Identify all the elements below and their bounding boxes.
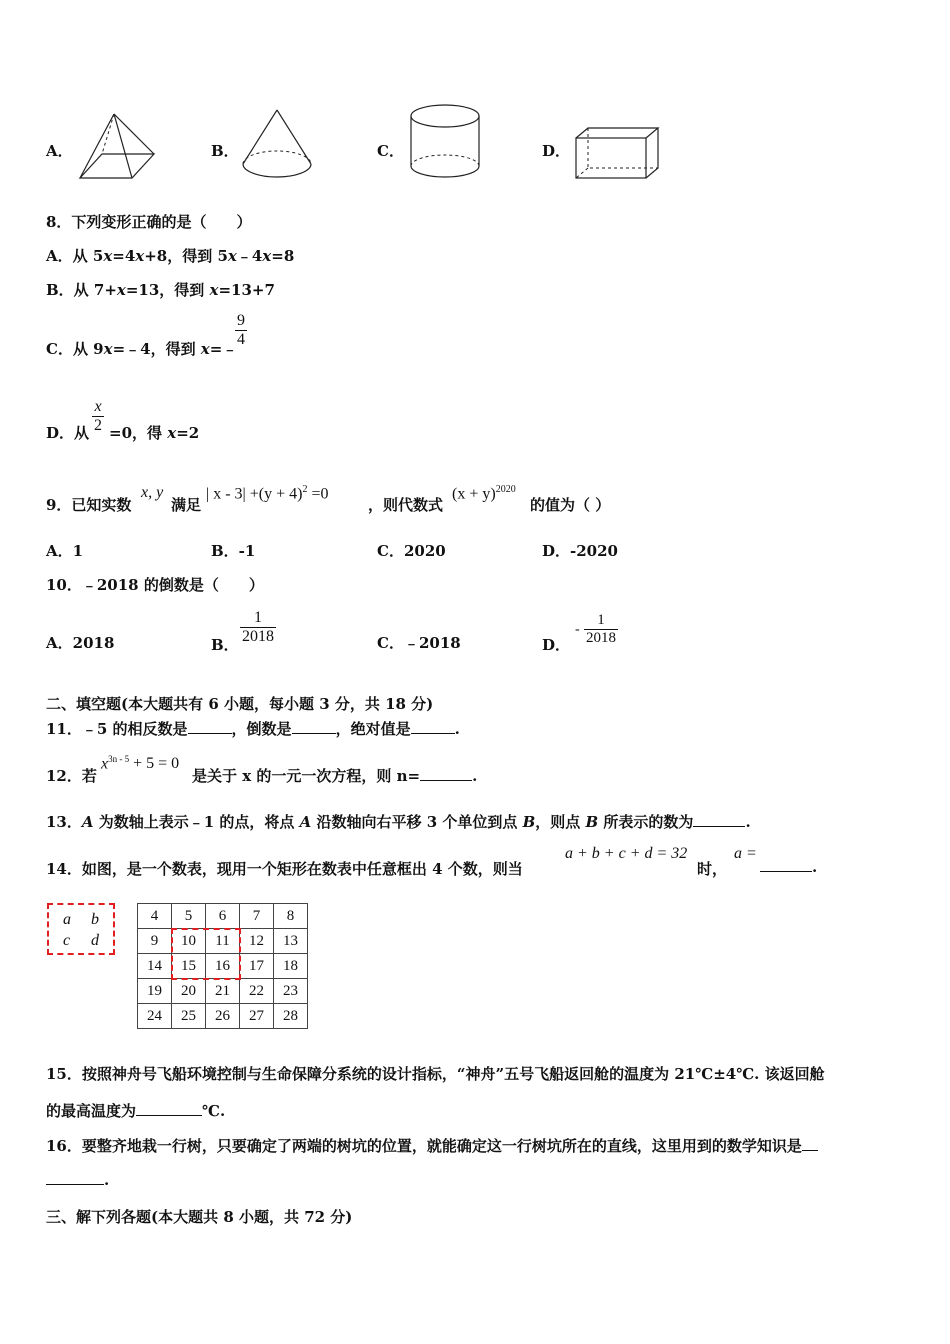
cuboid-icon [574, 126, 660, 182]
q10-option-a: A．2018 [46, 634, 115, 652]
q12-equation: $x^{3n - 5} + 5 = 0$ [101, 754, 180, 773]
q9-option-d: D．-2020 [542, 542, 618, 560]
q8-option-d-label: D．从 [46, 424, 90, 442]
q16-line2: . [46, 1171, 109, 1189]
q10-d-fraction: 1 2018 [586, 612, 616, 646]
q9-then: ，则代数式 [368, 496, 444, 514]
q9-mid: 满足 [171, 496, 202, 514]
q10-b-fraction: 1 2018 [242, 609, 274, 645]
q10-stem: 10．﹣2018 的倒数是（ ） [46, 576, 264, 594]
q8-option-d-rest: =0，得 x=2 [109, 424, 200, 442]
table-cell: 18 [274, 954, 308, 979]
q8-stem: 8．下列变形正确的是（ ） [46, 213, 252, 231]
q14-equation: a + b + c + d = 32 [565, 845, 688, 862]
q10-option-d-label: D． [542, 636, 571, 654]
q8-option-b: B．从 7+x=13，得到 x=13+7 [46, 281, 275, 299]
q10-option-b-label: B． [211, 636, 239, 654]
q15-line1: 15．按照神舟号飞船环境控制与生命保障分系统的设计指标，“神舟”五号飞船返回舱的温度为 21℃±4℃. 该返回舱 [46, 1065, 825, 1083]
q15-line2: 的最高温度为 ℃. [46, 1102, 226, 1120]
table-cell: 24 [138, 1004, 172, 1029]
q16-line1: 16．要整齐地栽一行树，只要确定了两端的树坑的位置，就能确定这一行树坑所在的直线，这里用到的数学知识是 [46, 1135, 818, 1156]
q8-c-fraction: 9 4 [237, 312, 245, 348]
table-cell: 8 [274, 904, 308, 929]
selection-dashed-box [171, 928, 241, 980]
table-cell: 19 [138, 979, 172, 1004]
table-cell: 5 [172, 904, 206, 929]
q14-start: 14．如图，是一个数表，现用一个矩形在数表中任意框出 4 个数，则当 [46, 860, 523, 878]
cone-icon [240, 108, 314, 180]
table-cell: 13 [274, 929, 308, 954]
table-cell: 9 [138, 929, 172, 954]
q14-blank: . [760, 858, 817, 876]
table-cell: 14 [138, 954, 172, 979]
legend-d: d [91, 932, 99, 949]
table-cell: 12 [240, 929, 274, 954]
table-cell: 20 [172, 979, 206, 1004]
q9-stem-start: 9．已知实数 [46, 496, 132, 514]
table-cell: 23 [274, 979, 308, 1004]
section-3-heading: 三、解下列各题(本大题共 8 小题，共 72 分) [46, 1208, 353, 1226]
q14-a-equals: a = [734, 845, 757, 862]
q9-expression: $(x + y)^{2020}$ [452, 484, 516, 503]
legend-b: b [91, 911, 99, 928]
table-cell: 17 [240, 954, 274, 979]
legend-a: a [63, 911, 71, 928]
q9-end: 的值为（ ） [530, 496, 611, 514]
cylinder-icon [408, 102, 482, 182]
q14-when: 时， [697, 860, 728, 878]
table-cell: 11 [206, 929, 240, 954]
legend-c: c [63, 932, 71, 949]
q9-option-b: B．-1 [211, 542, 256, 560]
q13: 13．A 为数轴上表示﹣1 的点，将点 A 沿数轴向右平移 3 个单位到点 B，则点 B 所表示的数为 . [46, 813, 751, 831]
q8-d-fraction: x 2 [94, 398, 102, 434]
table-cell: 27 [240, 1004, 274, 1029]
q7-option-b-label: B． [211, 142, 239, 160]
pyramid-icon [78, 112, 158, 182]
table-cell: 25 [172, 1004, 206, 1029]
q10-d-sign: - [575, 622, 580, 637]
table-cell: 4 [138, 904, 172, 929]
table-row [138, 979, 308, 1004]
table-cell: 7 [240, 904, 274, 929]
q11: 11．﹣5 的相反数是 ，倒数是 ，绝对值是 . [46, 720, 460, 738]
section-2-heading: 二、填空题(本大题共有 6 小题，每小题 3 分，共 18 分) [46, 695, 434, 713]
table-cell: 10 [172, 929, 206, 954]
q12-start: 12．若 [46, 767, 97, 785]
q8-option-c: C．从 9x=﹣4，得到 x=﹣ [46, 340, 238, 358]
table-cell: 16 [206, 954, 240, 979]
q9-vars: x, y [141, 484, 164, 501]
q10-option-c: C．﹣2018 [377, 634, 461, 652]
q9-equation: | $x - 3| +(y + 4)^2 =0$ [206, 484, 329, 503]
legend-dashed-box [47, 903, 115, 955]
q7-option-d-label: D． [542, 142, 571, 160]
table-cell: 28 [274, 1004, 308, 1029]
table-cell: 22 [240, 979, 274, 1004]
q8-option-a: A．从 5x=4x+8，得到 5x﹣4x=8 [46, 247, 295, 265]
table-cell: 15 [172, 954, 206, 979]
table-cell: 21 [206, 979, 240, 1004]
table-row [138, 1004, 308, 1029]
q7-option-a-label: A． [46, 142, 73, 160]
q9-option-a: A．1 [46, 542, 84, 560]
table-row [138, 904, 308, 929]
q7-option-c-label: C． [377, 142, 404, 160]
table-cell: 6 [206, 904, 240, 929]
q12-rest: 是关于 x 的一元一次方程，则 n= . [192, 767, 478, 785]
table-cell: 26 [206, 1004, 240, 1029]
q9-option-c: C．2020 [377, 542, 446, 560]
